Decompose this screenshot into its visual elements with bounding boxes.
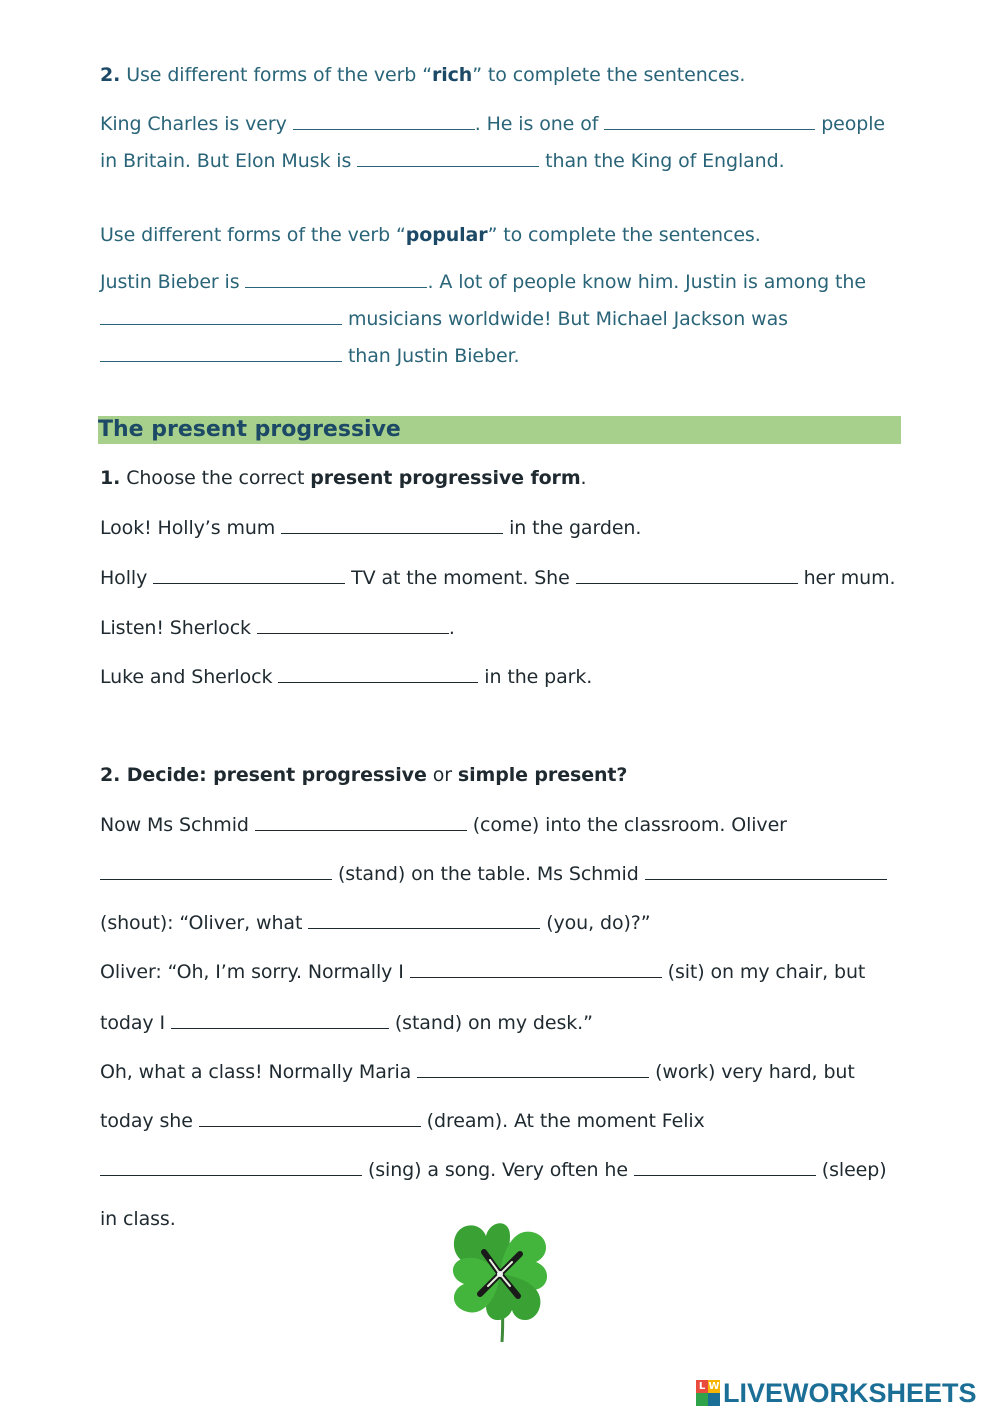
task2-blank-9[interactable] [100, 1158, 362, 1176]
liveworksheets-logo-icon: L W [696, 1380, 720, 1406]
section-title: The present progressive [98, 417, 401, 442]
task2-line-8: (sing) a song. Very often he (sleep) [100, 1158, 887, 1181]
section-banner [98, 416, 901, 444]
popular-blank-3[interactable] [100, 344, 342, 362]
task2-blank-8[interactable] [199, 1109, 421, 1127]
rich-sentence-1: King Charles is very . He is one of people [100, 113, 886, 135]
rich-instruction: 2. Use different forms of the verb “rich” to complete the sentences. [100, 64, 746, 86]
task2-blank-3[interactable] [645, 862, 887, 880]
task2-line-4: Oliver: “Oh, I’m sorry. Normally I (sit) on my chair, but [100, 961, 866, 983]
rich-sentence-2: in Britain. But Elon Musk is than the King of England. [100, 150, 785, 172]
task2-line-1: Now Ms Schmid (come) into the classroom. Oliver [100, 814, 787, 836]
popular-blank-2[interactable] [100, 307, 342, 325]
liveworksheets-logo [696, 1378, 977, 1408]
task2-blank-6[interactable] [171, 1011, 389, 1029]
task1-line-1: Look! Holly’s mum in the garden. [100, 517, 642, 539]
task2-blank-2[interactable] [100, 862, 332, 880]
task1-blank-3[interactable] [576, 566, 798, 584]
task2-line-5: today I (stand) on my desk.” [100, 1012, 593, 1034]
popular-blank-1[interactable] [245, 270, 427, 288]
task1-line-2: Holly TV at the moment. She her mum. [100, 567, 896, 589]
task2-line-3: (shout): “Oliver, what (you, do)?” [100, 912, 651, 934]
task2-blank-7[interactable] [417, 1060, 649, 1078]
task2-line-2: (stand) on the table. Ms Schmid [100, 862, 887, 885]
task1-blank-5[interactable] [278, 665, 478, 683]
popular-sentence-1: Justin Bieber is . A lot of people know him. Justin is among the [100, 271, 866, 293]
task1-blank-2[interactable] [153, 566, 345, 584]
task1-instruction: 1. Choose the correct present progressive form. [100, 467, 587, 489]
popular-instruction: Use different forms of the verb “popular” to complete the sentences. [100, 224, 761, 246]
task1-blank-1[interactable] [281, 516, 503, 534]
rich-blank-2[interactable] [604, 112, 815, 130]
task2-line-9: in class. [100, 1208, 176, 1230]
task2-line-7: today she (dream). At the moment Felix [100, 1110, 705, 1132]
popular-sentence-3: than Justin Bieber. [100, 344, 519, 367]
rich-blank-1[interactable] [293, 112, 475, 130]
four-leaf-clover-icon [440, 1212, 560, 1344]
rich-blank-3[interactable] [357, 149, 539, 167]
task2-blank-4[interactable] [308, 911, 540, 929]
popular-sentence-2: musicians worldwide! But Michael Jackson was [100, 307, 788, 330]
task2-line-6: Oh, what a class! Normally Maria (work) very hard, but [100, 1061, 855, 1083]
task2-blank-1[interactable] [255, 813, 467, 831]
task2-blank-10[interactable] [634, 1158, 816, 1176]
task1-line-4: Luke and Sherlock in the park. [100, 666, 593, 688]
task1-blank-4[interactable] [257, 616, 449, 634]
task1-line-3: Listen! Sherlock . [100, 617, 455, 639]
task2-instruction: 2. Decide: present progressive or simple present? [100, 764, 628, 786]
task2-blank-5[interactable] [410, 960, 662, 978]
logo-text: LIVEWORKSHEETS [723, 1377, 977, 1408]
